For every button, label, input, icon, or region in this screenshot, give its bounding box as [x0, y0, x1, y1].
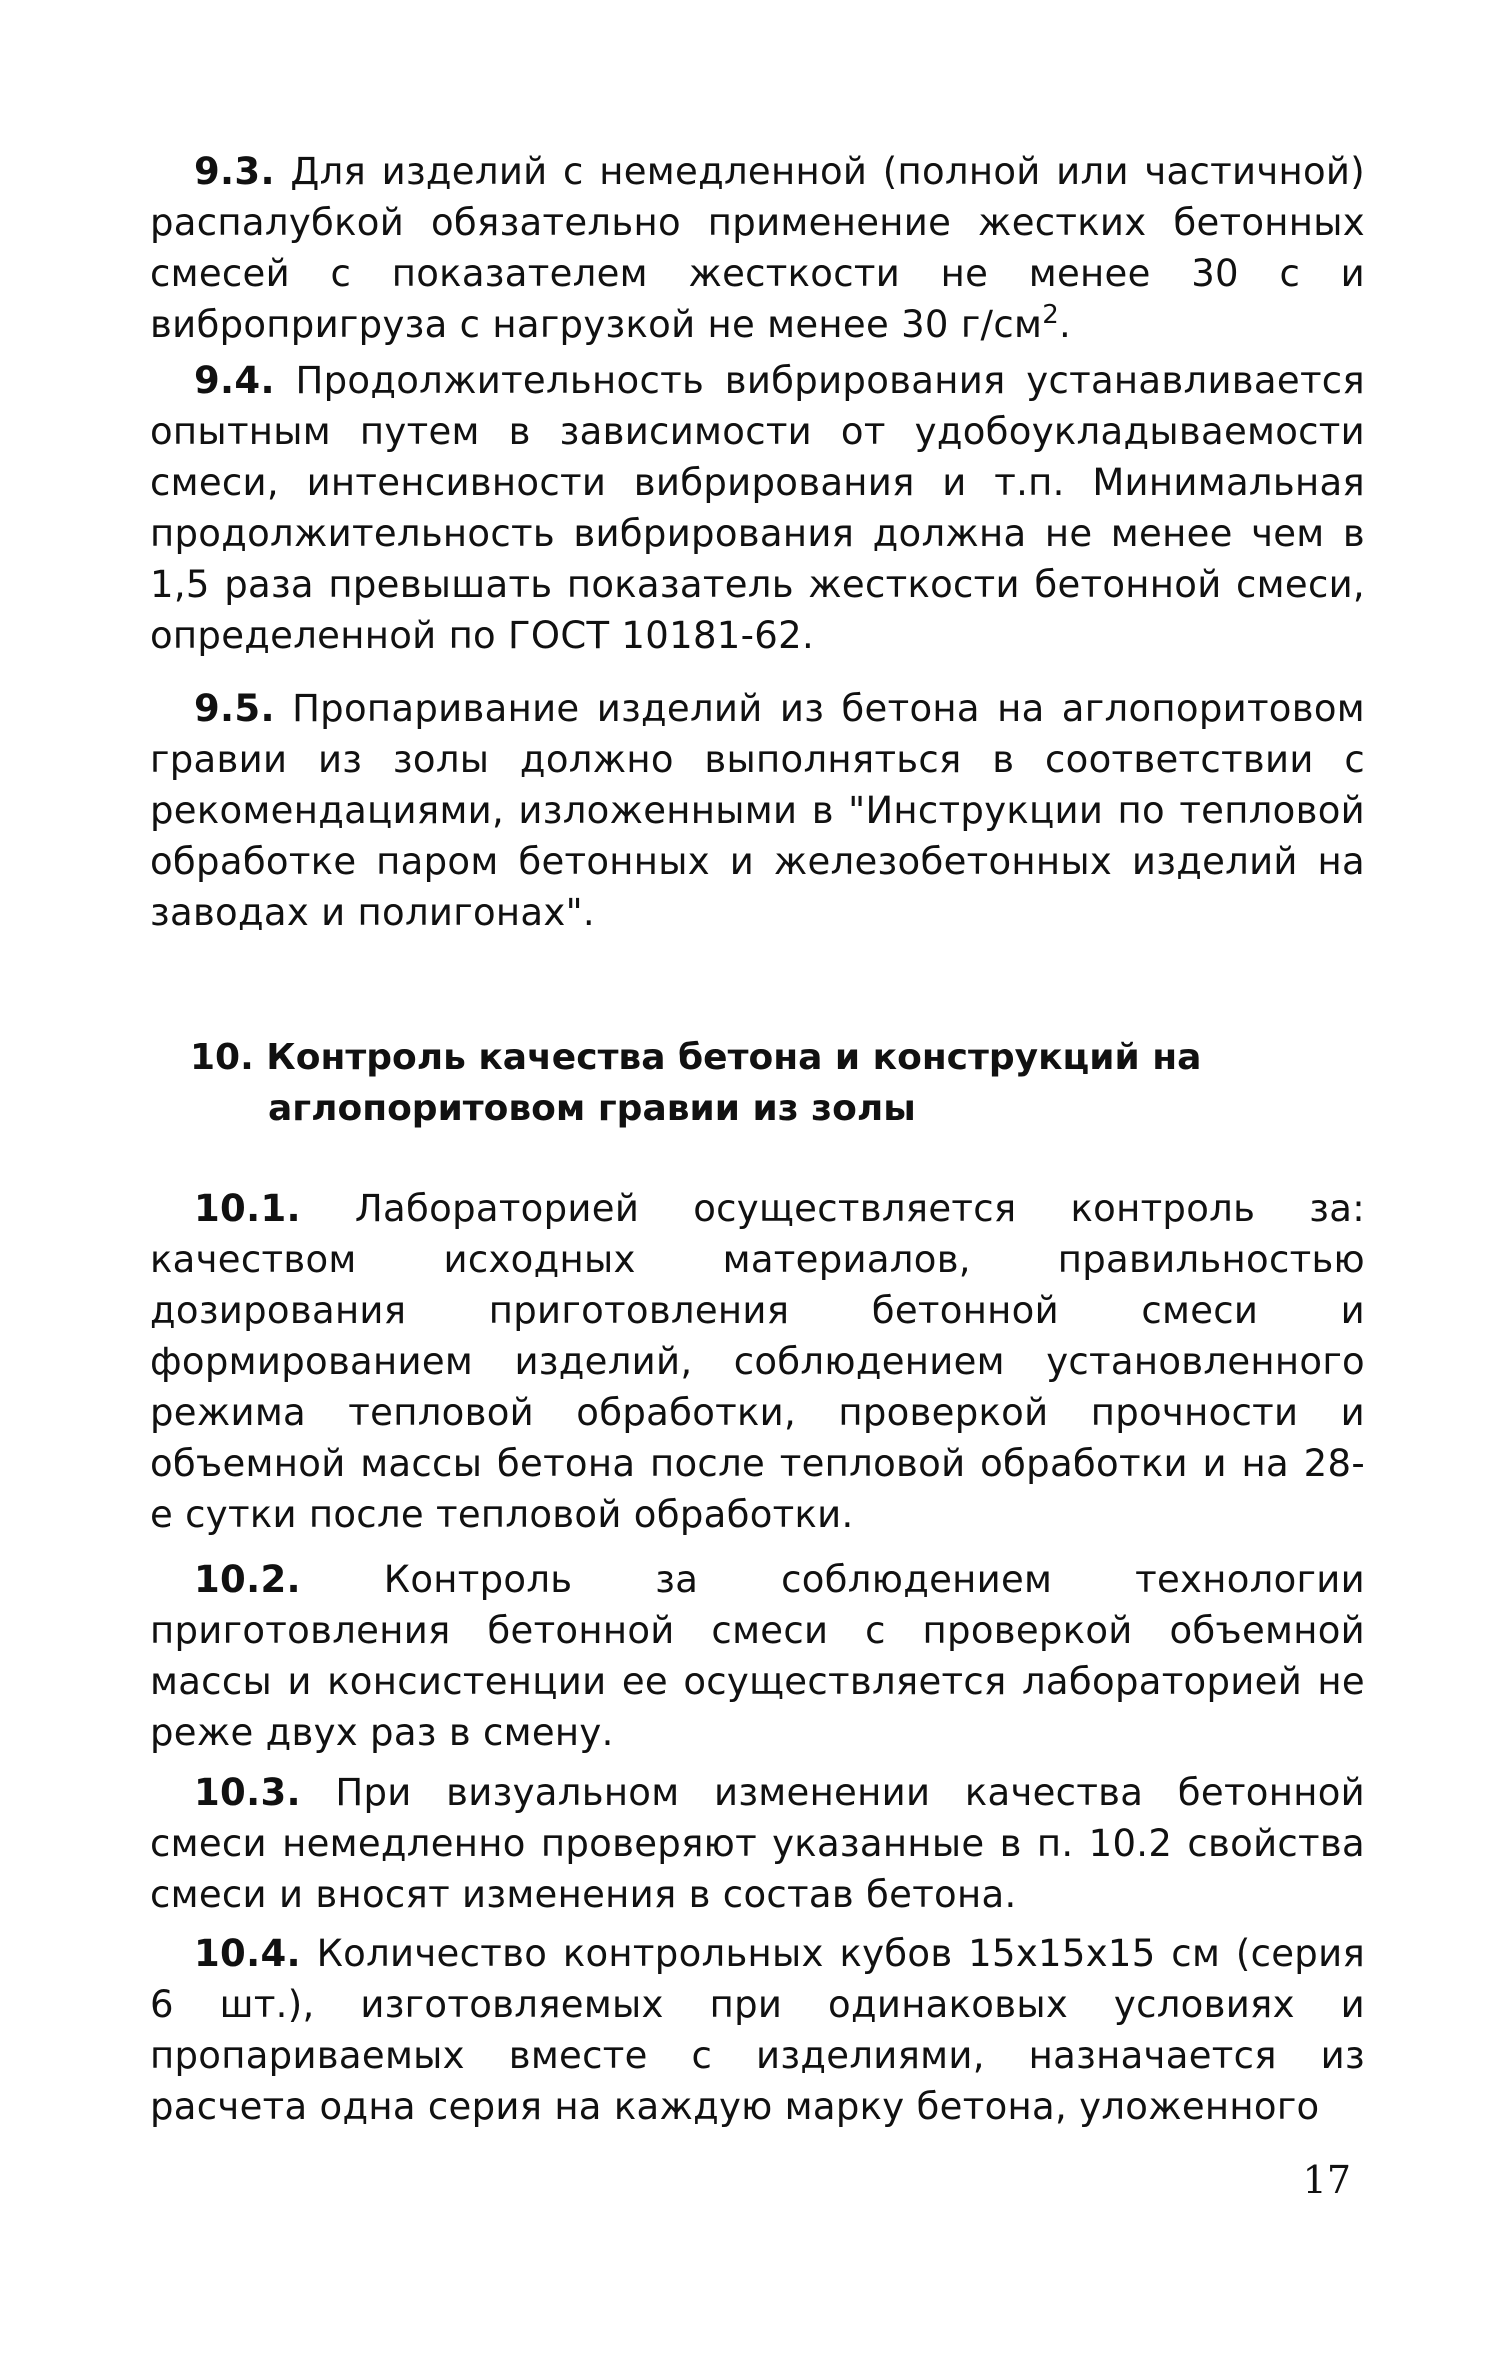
paragraph-number: 10.4. — [194, 1932, 301, 1975]
paragraph-number: 10.2. — [194, 1558, 301, 1601]
paragraph-text: Лабораторией осуществляется контроль за: качеством исходных материалов, правильностью дозирования приготовления бетонной смеси и формированием изделий, соблюдением установленного режима тепловой обработки, проверкой прочности и объемной массы бетона после тепловой обработки и на 28-е сутки после тепловой обработки. — [150, 1187, 1365, 1536]
paragraph-10-4 — [150, 1928, 1365, 2132]
paragraph-text: Пропаривание изделий из бетона на аглопоритовом гравии из золы должно выполняться в соответствии с рекомендациями, изложенными в "Инструкции по тепловой обработке паром бетонных и железобетонных изделий на заводах и полигонах". — [150, 687, 1365, 934]
paragraph-number: 9.4. — [194, 359, 275, 402]
section-heading — [190, 1032, 1310, 1134]
paragraph-9-5 — [150, 683, 1365, 938]
paragraph-10-2 — [150, 1554, 1365, 1758]
paragraph-number: 10.1. — [194, 1187, 301, 1230]
paragraph-10-1 — [150, 1183, 1365, 1540]
paragraph-tail: . — [1059, 303, 1072, 346]
paragraph-text: Для изделий с немедленной (полной или частичной) распалубкой обязательно применение жестких бетонных смесей с показателем жесткости не менее 30 с и вибропригруза с нагрузкой не менее 30 г/см — [150, 150, 1366, 346]
section-heading-line-1: 10. Контроль качества бетона и конструкций на — [190, 1037, 1202, 1078]
paragraph-9-3 — [150, 146, 1365, 350]
section-heading-line-2: аглопоритовом гравии из золы — [268, 1088, 916, 1129]
paragraph-9-4 — [150, 355, 1365, 661]
paragraph-number: 9.3. — [194, 150, 275, 193]
paragraph-10-3 — [150, 1767, 1365, 1920]
paragraph-number: 9.5. — [194, 687, 275, 730]
paragraph-text: При визуальном изменении качества бетонной смеси немедленно проверяют указанные в п. 10.2 свойства смеси и вносят изменения в состав бетона. — [150, 1771, 1366, 1916]
paragraph-number: 10.3. — [194, 1771, 301, 1814]
paragraph-text: Количество контрольных кубов 15х15х15 см (серия 6 шт.), изготовляемых при одинаковых условиях и пропариваемых вместе с изделиями, назначается из расчета одна серия на каждую марку бетона, уложенного — [150, 1932, 1366, 2128]
paragraph-text: Продолжительность вибрирования устанавливается опытным путем в зависимости от удобоукладываемости смеси, интенсивности вибрирования и т.п. Минимальная продолжительность вибрирования должна не менее чем в 1,5 раза превышать показатель жесткости бетонной смеси, определенной по ГОСТ 10181-62. — [150, 359, 1365, 657]
page-number: 17 — [1302, 2158, 1351, 2202]
superscript: 2 — [1042, 300, 1060, 330]
paragraph-text: Контроль за соблюдением технологии приготовления бетонной смеси с проверкой объемной массы и консистенции ее осуществляется лабораторией не реже двух раз в смену. — [150, 1558, 1365, 1754]
